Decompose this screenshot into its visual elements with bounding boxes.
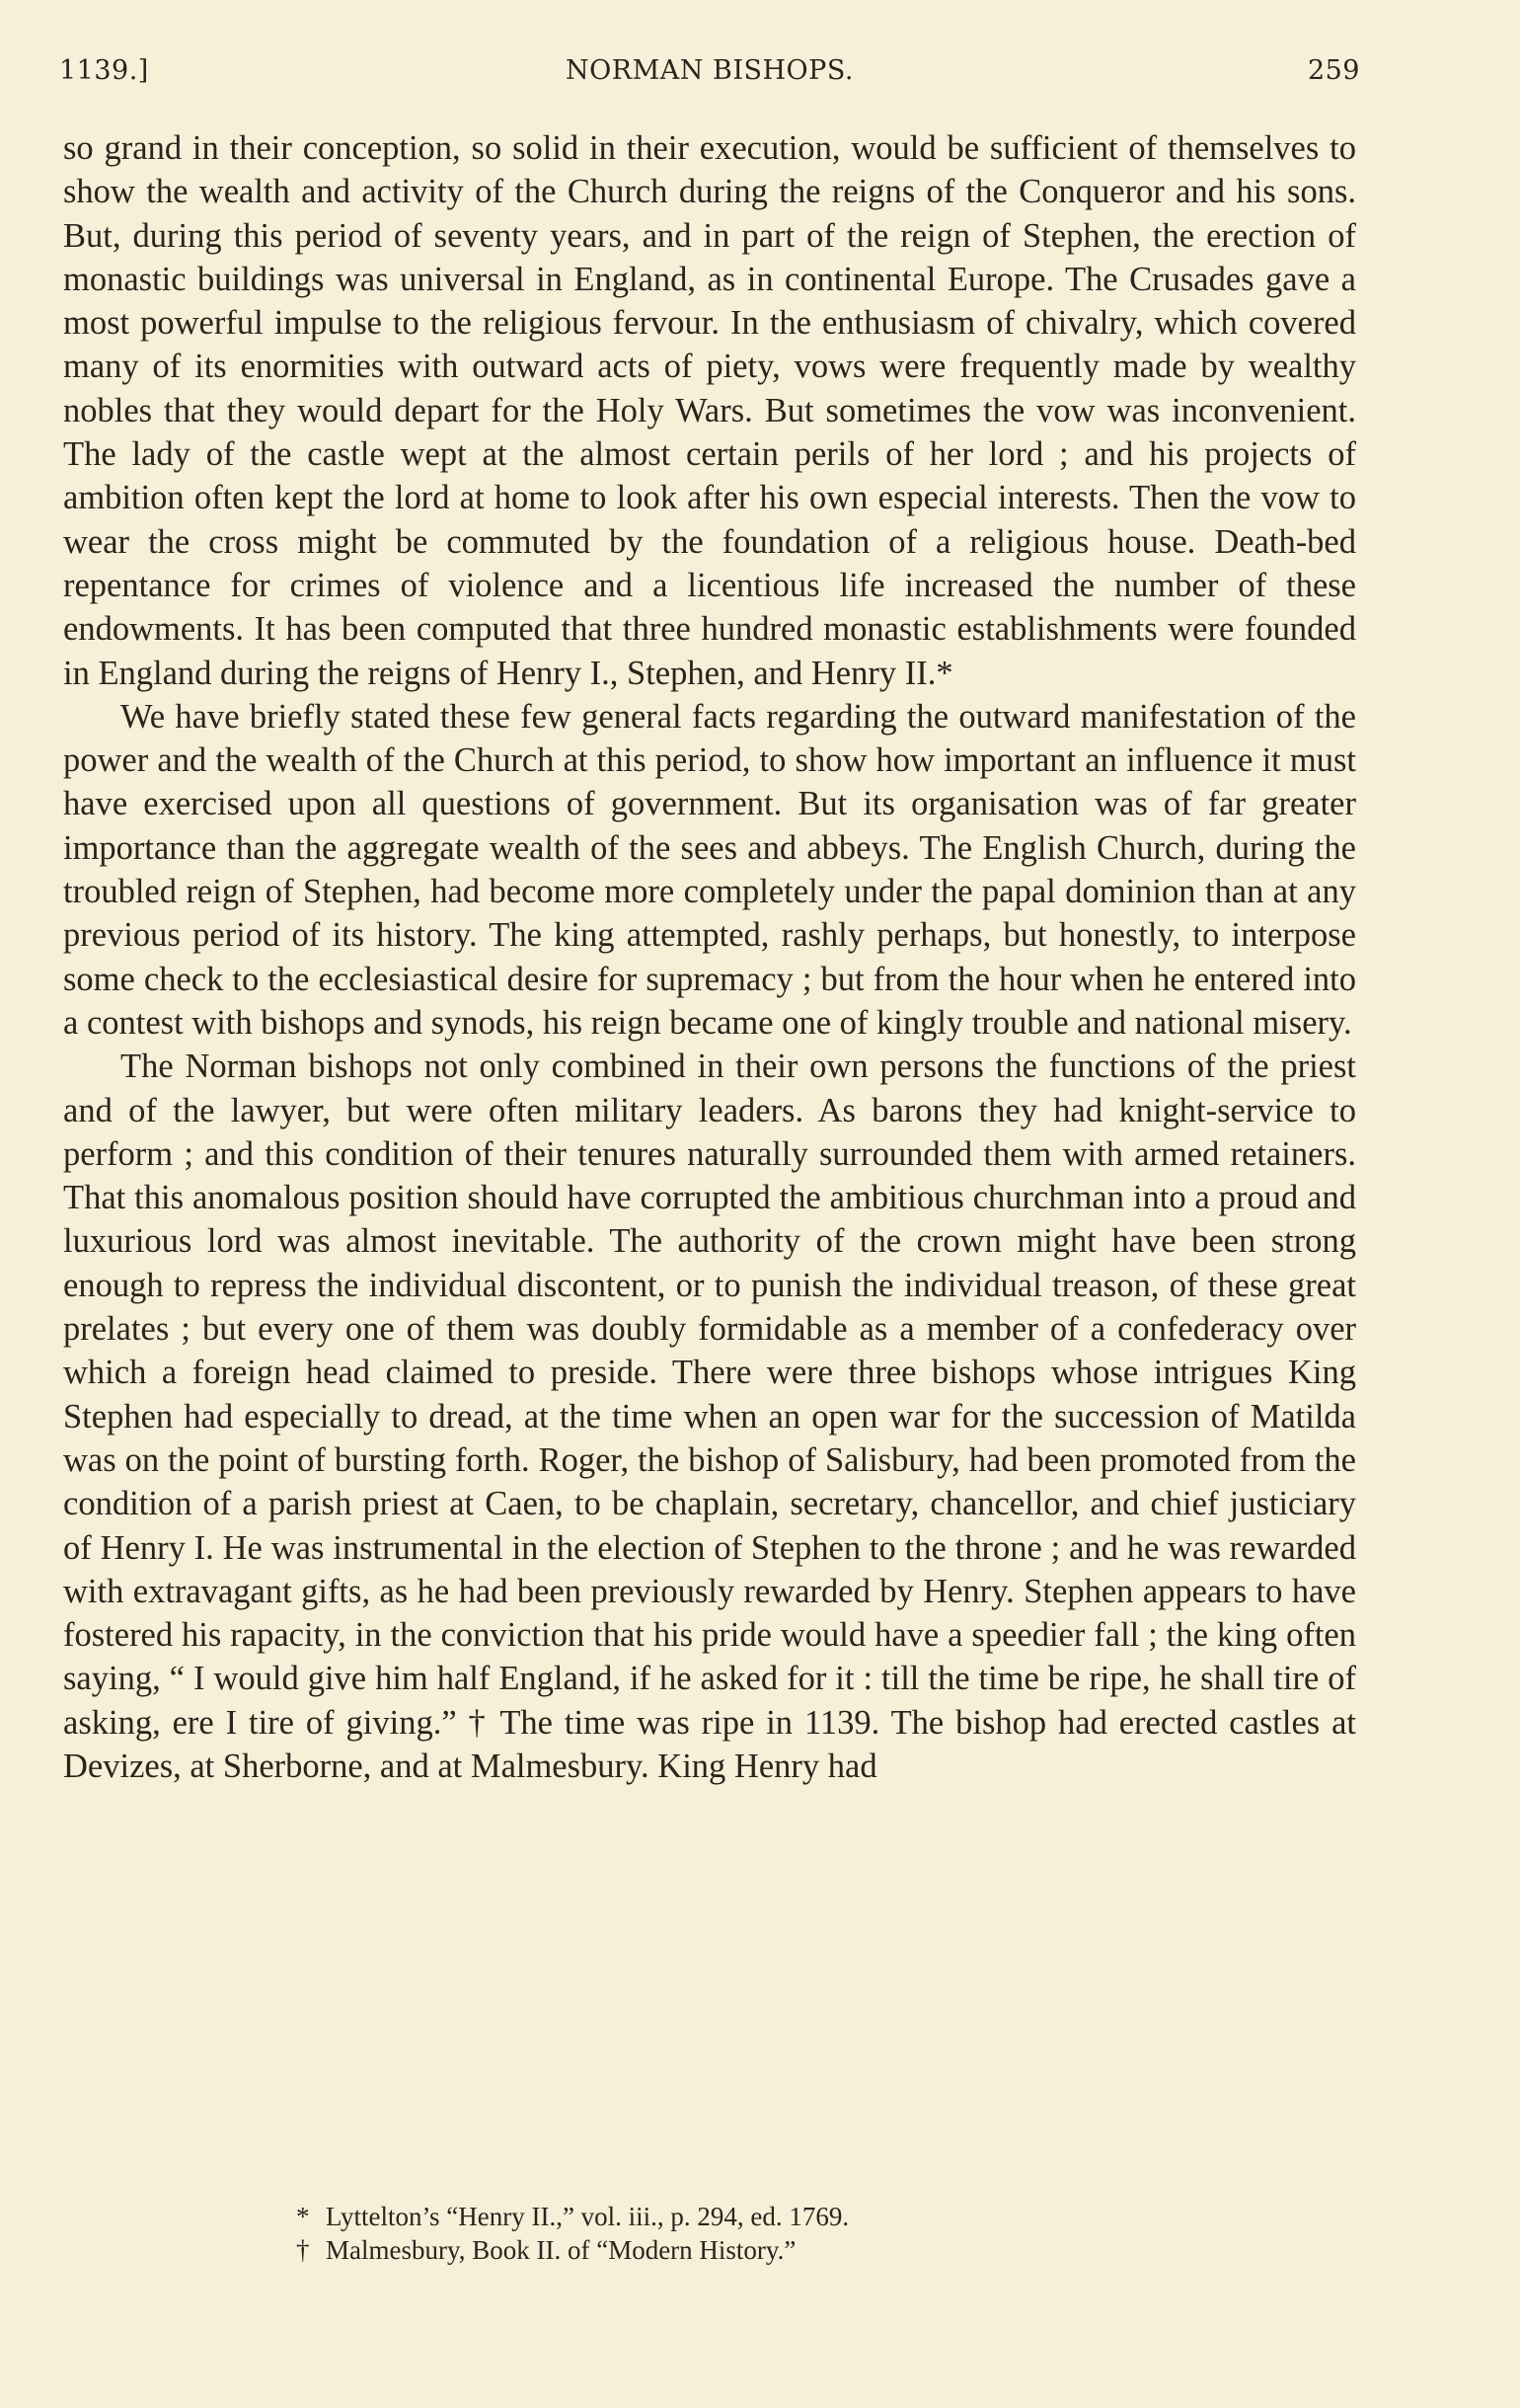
paragraph: The Norman bishops not only combined in their own persons the functions of the priest and of the lawyer, but were often military leaders. As barons they had knight-service to perform ; and this condition of their tenures naturally surrounded them with armed retainers. That this anomalous position should have corrupted the ambitious churchman into a proud and luxurious lord was almost inevitable. The authority of the crown might have been strong enough to repress the individual discontent, or to punish the individual treason, of these great prelates ; but every one of them was doubly formidable as a member of a confederacy over which a foreign head claimed to preside. There were three bishops whose intrigues King Stephen had especially to dread, at the time when an open war for the succession of Matilda was on the point of bursting forth. Roger, the bishop of Salisbury, had been promoted from the condition of a parish priest at Caen, to be chaplain, secretary, chancellor, and chief justiciary of Henry I. He was instrumental in the election of Stephen to the throne ; and he was rewarded with extravagant gifts, as he had been previously rewarded by Henry. Stephen appears to have fostered his rapacity, in the conviction that his pride would have a speedier fall ; the king often saying, “ I would give him half England, if he asked for it : till the time be ripe, he shall tire of asking, ere I tire of giving.” † The time was ripe in 1139. The bishop had erected castles at Devizes, at Sherborne, and at Malmesbury. King Henry had [63, 1048, 1356, 1785]
footnote [296, 2200, 1184, 2233]
body-text [63, 126, 1356, 1788]
footnote-text: Malmesbury, Book II. of “Modern History.” [326, 2235, 797, 2265]
footnote-text: Lyttelton’s “Henry II.,” vol. iii., p. 294, ed. 1769. [326, 2202, 850, 2231]
page-title: NORMAN BISHOPS. [566, 55, 854, 86]
page-number: 259 [1307, 55, 1360, 86]
footnote-mark: * [296, 2202, 310, 2231]
running-head [59, 55, 1360, 95]
paragraph: so grand in their conception, so solid in their execution, would be sufficient of themselves to show the wealth and activity of the Church during the reigns of the Conqueror and his sons. But, during this period of seventy years, and in part of the reign of Stephen, the erection of monastic buildings was universal in England, as in continental Europe. The Crusades gave a most powerful impulse to the religious fervour. In the enthusiasm of chivalry, which covered many of its enormities with outward acts of piety, vows were frequently made by wealthy nobles that they would depart for the Holy Wars. But sometimes the vow was inconvenient. The lady of the castle wept at the almost certain perils of her lord ; and his projects of ambition often kept the lord at home to look after his own especial interests. Then the vow to wear the cross might be commuted by the foundation of a religious house. Death-bed repentance for crimes of violence and a licentious life increased the number of these endowments. It has been computed that three hundred monastic establishments were founded in England during the reigns of Henry I., Stephen, and Henry II.* [63, 129, 1356, 692]
header-year: 1139.] [59, 55, 149, 86]
footnote-mark: † [296, 2235, 310, 2265]
paragraph: We have briefly stated these few general facts regarding the outward manifestation of the power and the wealth of the Church at this period, to show how important an influence it must have exercised upon all questions of government. But its organisation was of far greater importance than the aggregate wealth of the sees and abbeys. The English Church, during the troubled reign of Stephen, had become more completely under the papal dominion than at any previous period of its history. The king attempted, rashly perhaps, but honestly, to interpose some check to the ecclesiastical desire for supremacy ; but from the hour when he entered into a contest with bishops and synods, his reign became one of kingly trouble and national misery. [63, 697, 1356, 1042]
footnotes [296, 2200, 1184, 2267]
footnote [296, 2233, 1184, 2267]
